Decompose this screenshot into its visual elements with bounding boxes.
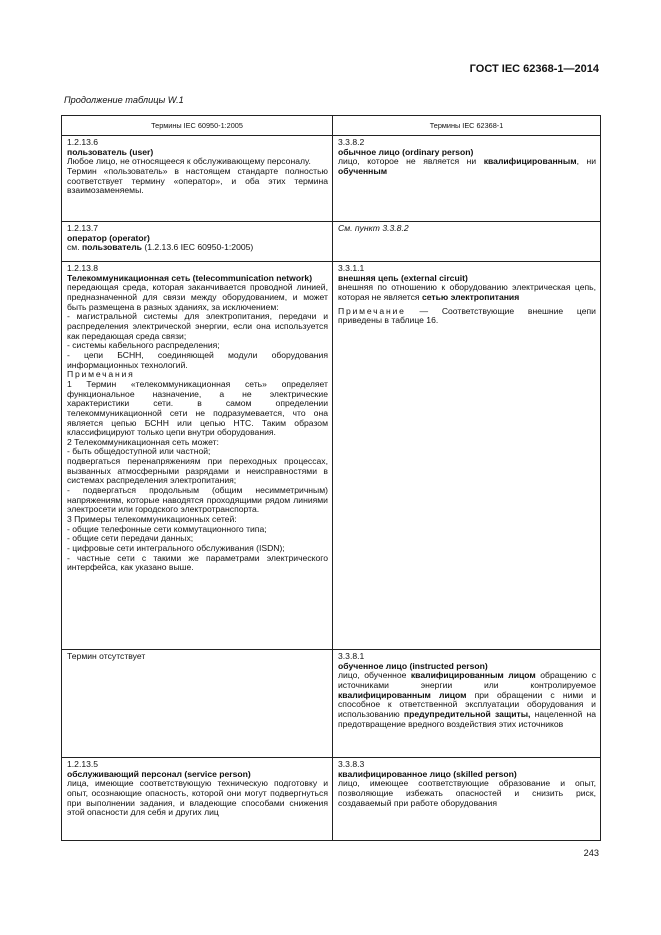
definition-keyword: предупредительной защиты,	[403, 708, 531, 719]
definition-text: обращению с источниками энергии или контролируемое	[338, 670, 597, 690]
column-header-iec-62368: Термины IEC 62368-1	[333, 116, 601, 136]
cross-reference-note: См. пункт 3.3.8.2	[338, 223, 409, 233]
term-number: 3.3.8.2	[338, 137, 365, 147]
definition-keyword: квалифицированным лицом	[338, 689, 467, 700]
table-row	[62, 650, 601, 758]
table-cell-left	[62, 262, 333, 650]
table-cell-right	[333, 136, 601, 222]
table-row	[62, 758, 601, 841]
term-definition: лица, имеющие соответствующую техническую подготовку и опыт, осознающие опасность, которой они могут подвергнуться при выполнении задания, и владеющие способами снижения этой опасности для себя и других лиц	[67, 778, 328, 818]
table-row	[62, 222, 601, 262]
note-paragraph: 2 Телекоммуникационная сеть может:	[67, 436, 219, 447]
note-paragraph: - быть общедоступной или частной;	[67, 446, 211, 457]
definition-keyword: квалифицированным лицом	[410, 670, 536, 681]
table-cell-left	[62, 758, 333, 841]
definition-keyword: обученным	[338, 165, 388, 176]
page-number: 243	[583, 848, 599, 858]
term-number: 1.2.13.5	[67, 759, 99, 769]
table-cell-right	[333, 222, 601, 262]
term-definition	[338, 157, 596, 176]
note-paragraph: подвергаться перенапряжениям при переходных процессах, вызванных атмосферными разрядами и неисправностями в системах распределения электропитания;	[67, 456, 328, 486]
term-definition	[338, 671, 596, 729]
definition-keyword: сетью электропитания	[421, 291, 520, 302]
term-title: внешняя цепь (external circuit)	[338, 272, 468, 283]
term-definition	[338, 283, 596, 302]
term-reference	[67, 243, 328, 253]
note-paragraph	[338, 307, 596, 326]
term-number: 3.3.8.1	[338, 651, 365, 661]
reference-text: см.	[67, 242, 82, 253]
column-header-iec-60950: Термины IEC 60950-1:2005	[62, 116, 333, 136]
reference-text: (1.2.13.6 IEC 60950-1:2005)	[141, 242, 254, 253]
definition-text: лицо, обученное	[338, 670, 411, 681]
term-number: 1.2.13.8	[67, 263, 99, 273]
note-paragraph: - подвергаться продольным (общим несимметричным) напряжениям, которые наводятся проходящими рядом линиями электросети или городского электротранспорта.	[67, 485, 328, 515]
definition-text: нацеленной на предотвращение вредного воздействия этих источников	[338, 708, 596, 729]
term-definition: передающая среда, которая заканчивается проводной линией, предназначенной для связи между оборудованием, и может быть размещена в разных зданиях, за исключением:	[67, 282, 328, 312]
note-paragraph: 3 Примеры телекоммуникационных сетей:	[67, 514, 237, 525]
term-number: 3.3.8.3	[338, 759, 365, 769]
term-number: 3.3.1.1	[338, 263, 365, 273]
table-cell-left	[62, 650, 333, 758]
exclusion-item: - цепи БСНН, соединяющей модули оборудования информационных технологий.	[67, 349, 328, 370]
table-cell-left	[62, 222, 333, 262]
term-definition: лицо, имеющее соответствующие образование и опыт, позволяющие избежать опасностей и снизить риск, создаваемый при работе оборудования	[338, 778, 596, 808]
term-number: 1.2.13.7	[67, 223, 99, 233]
definition-text: лицо, которое не является ни	[338, 156, 484, 167]
term-absent-text: Термин отсутствует	[67, 651, 146, 661]
term-title: обученное лицо (instructed person)	[338, 660, 488, 671]
term-number: 1.2.13.6	[67, 137, 99, 147]
table-cell-left	[62, 136, 333, 222]
definition-text: при обращении с ними и способное к ответственной эксплуатации оборудования и использованию	[338, 689, 596, 719]
note-paragraph: - общие сети передачи данных;	[67, 533, 194, 544]
term-title: пользователь (user)	[67, 146, 154, 157]
terms-comparison-table	[61, 115, 601, 841]
table-header-row	[62, 116, 601, 136]
term-title: обслуживающий персонал (service person)	[67, 768, 251, 779]
table-cell-right	[333, 650, 601, 758]
definition-text: , ни	[576, 156, 596, 167]
definition-keyword: квалифицированным	[483, 156, 577, 167]
notes-heading: Примечания	[67, 369, 135, 380]
document-standard-header: ГОСТ IEC 62368-1—2014	[469, 63, 599, 75]
table-cell-right	[333, 758, 601, 841]
note-text: — Соответствующие внешние цепи приведены в таблице 16.	[338, 305, 596, 326]
note-paragraph: - частные сети с такими же параметрами электрического интерфейса, как указано выше.	[67, 552, 328, 573]
table-caption: Продолжение таблицы W.1	[64, 95, 184, 105]
definition-text: внешняя по отношению к оборудованию электрическая цепь, которая не является	[338, 282, 596, 302]
note-paragraph: - цифровые сети интегрального обслуживания (ISDN);	[67, 543, 285, 554]
term-definition: Любое лицо, не относящееся к обслуживающему персоналу.	[67, 156, 311, 167]
term-title: Телекоммуникационная сеть (telecommunication network)	[67, 272, 313, 283]
reference-keyword: пользователь	[81, 242, 142, 253]
term-title: обычное лицо (ordinary person)	[338, 146, 474, 157]
note-label: Примечание	[338, 305, 406, 316]
table-row	[62, 136, 601, 222]
note-paragraph: 1 Термин «телекоммуникационная сеть» определяет функциональное назначение, а не электрические характеристики сети. в самом определении телекоммуникационной сети не подразумевается, что она является цепью БСНН или цепью НТС. Таким образом классифицируют только цепи внутри оборудования.	[67, 378, 328, 438]
exclusion-item: - системы кабельного распределения;	[67, 340, 220, 351]
term-definition: Термин «пользователь» в настоящем стандарте полностью соответствует термину «оператор», и оба этих термина взаимозаменяемы.	[67, 165, 328, 196]
term-title: оператор (operator)	[67, 232, 150, 243]
term-title: квалифицированное лицо (skilled person)	[338, 768, 517, 779]
note-paragraph: - общие телефонные сети коммутационного типа;	[67, 523, 267, 534]
table-row	[62, 262, 601, 650]
exclusion-item: - магистральной системы для электропитания, передачи и распределения электрической энергии, если она используется как передающая среда связи;	[67, 311, 328, 341]
table-cell-right	[333, 262, 601, 650]
